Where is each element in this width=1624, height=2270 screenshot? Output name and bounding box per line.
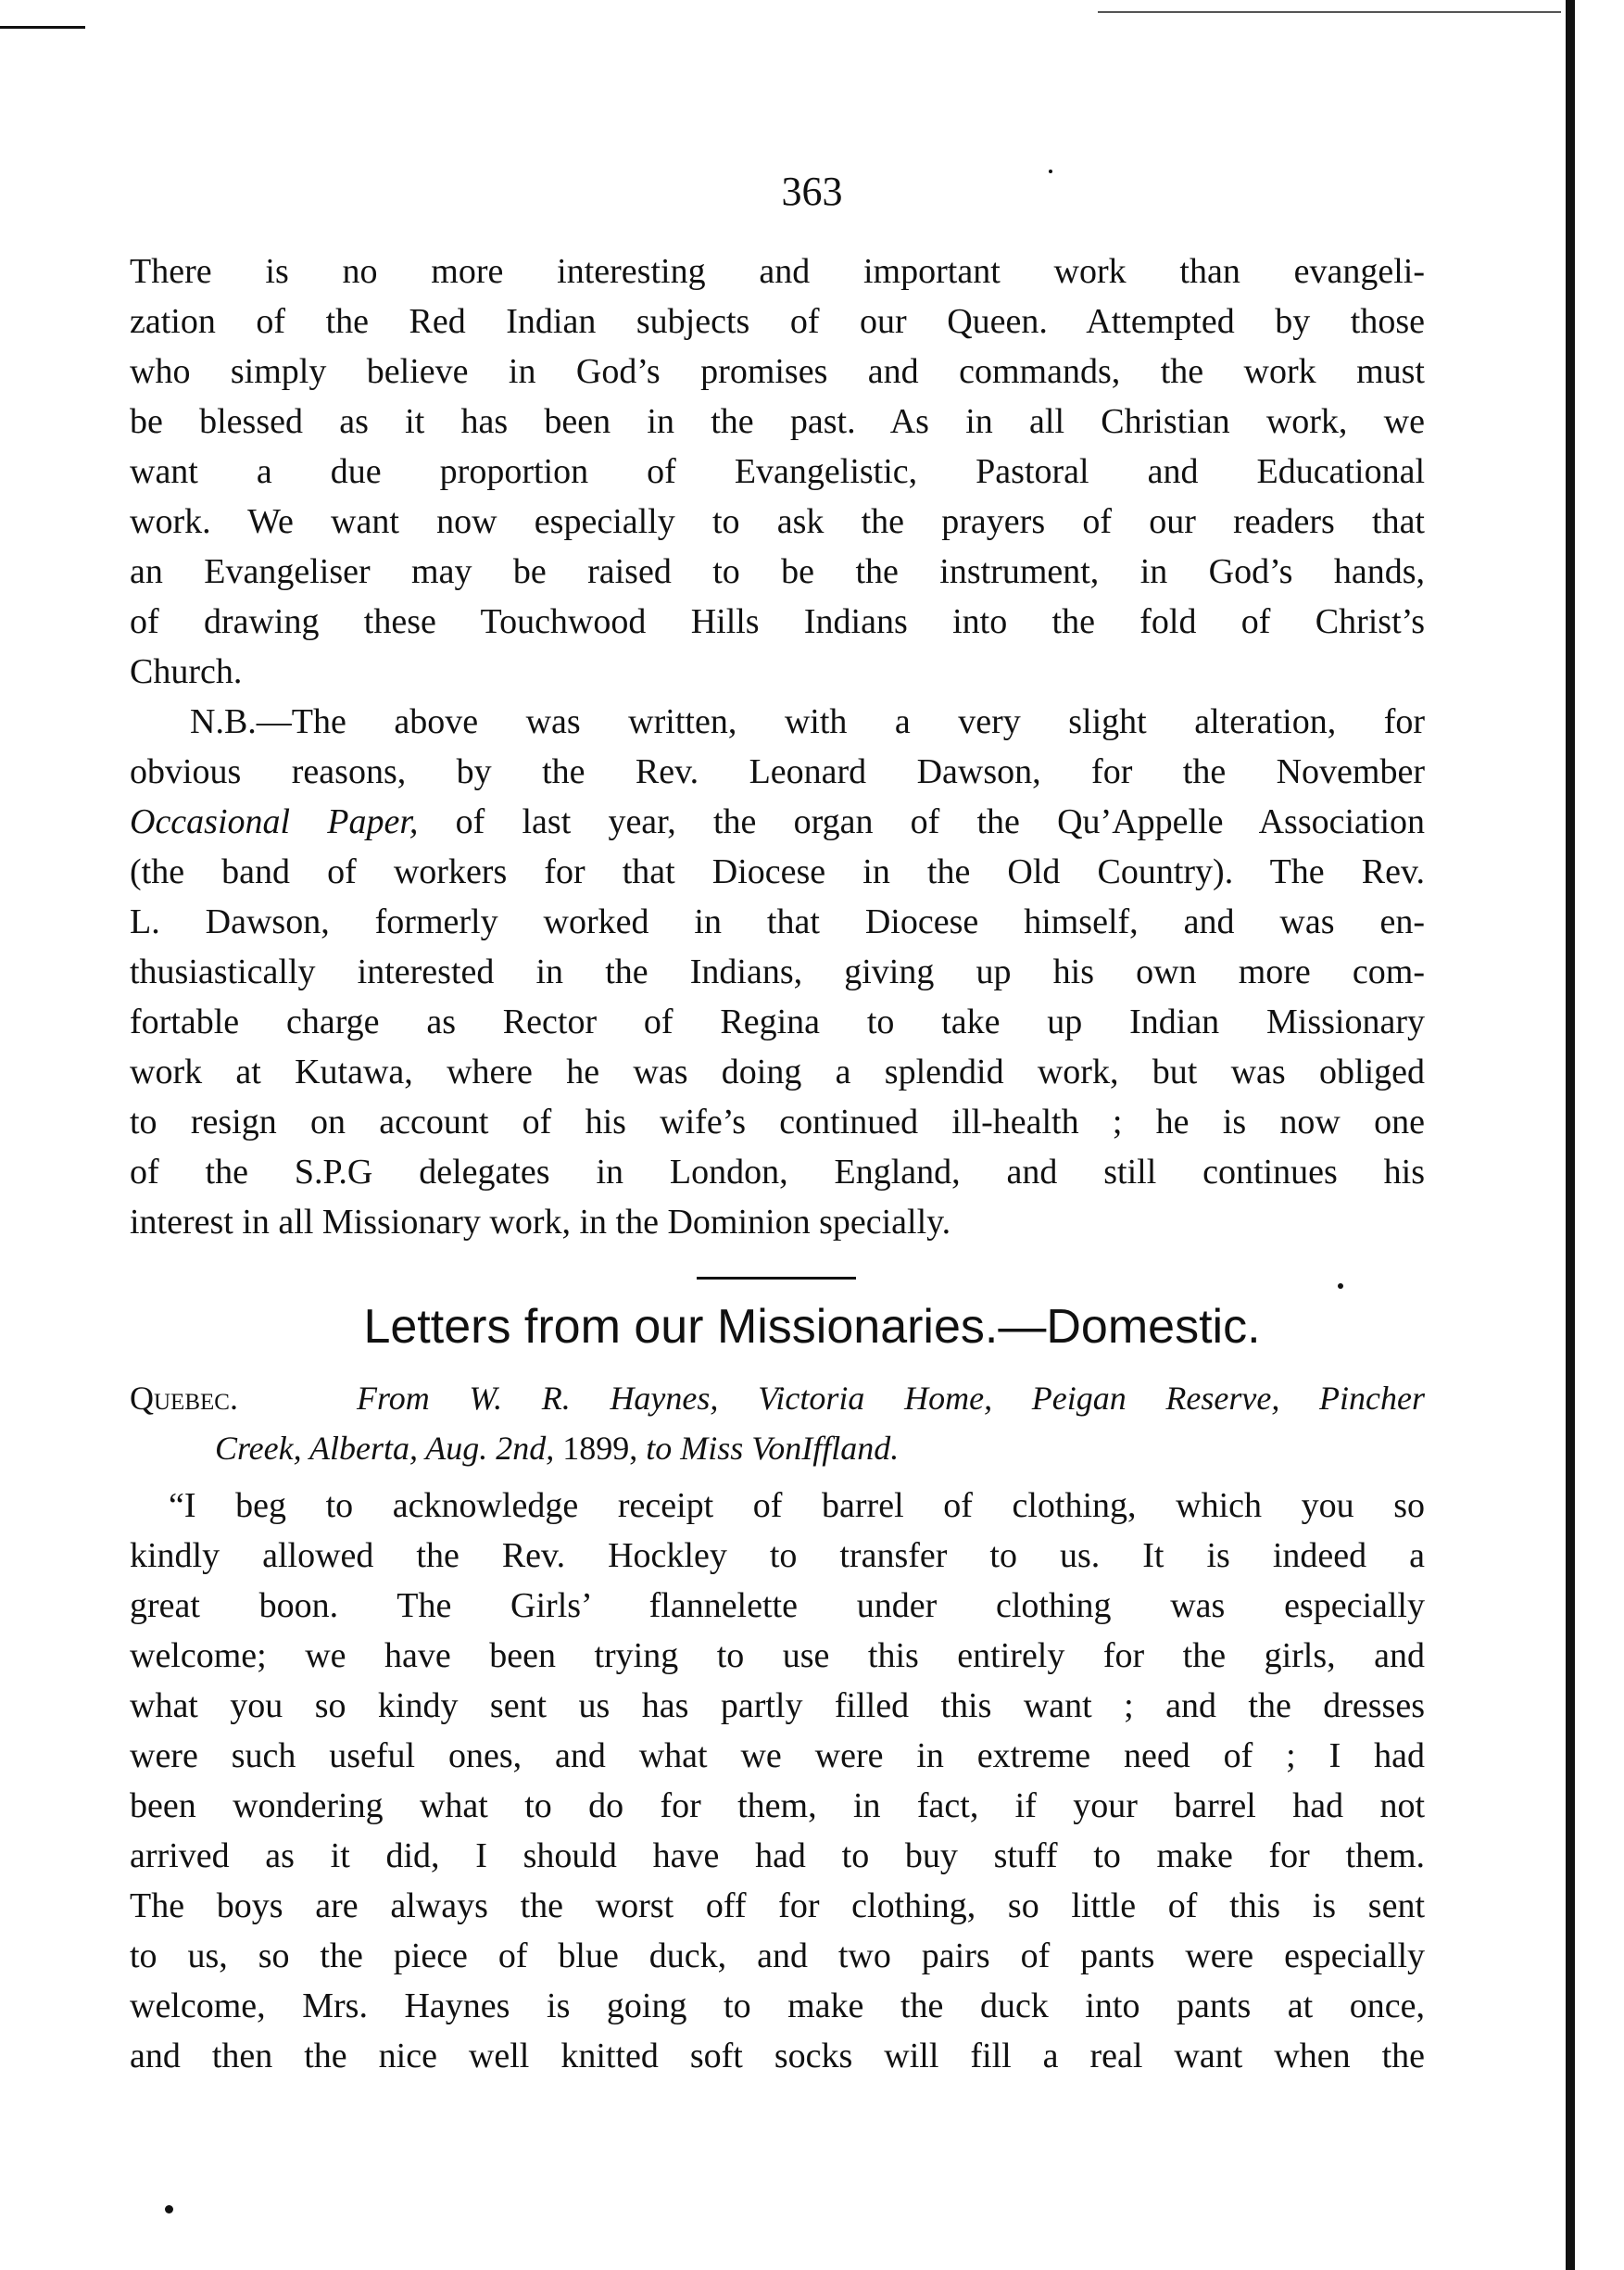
paragraph2-line: N.B.—The above was written, with a very slight alteration, for: [190, 702, 1425, 741]
letter-body-line: to us, so the piece of blue duck, and two pairs of pants were especially: [130, 1936, 1425, 1975]
paragraph2-line: work at Kutawa, where he was doing a splendid work, but was obliged: [130, 1053, 1425, 1091]
paragraph2-line: thusiastically interested in the Indians, giving up his own more com-: [130, 952, 1425, 991]
page-number: 363: [781, 169, 843, 214]
letter-header-text: Creek, Alberta, Aug. 2nd,: [215, 1430, 555, 1467]
letter-body-line: great boon. The Girls’ flannelette under clothing was especially: [130, 1586, 1425, 1625]
letter-header-text: From W. R. Haynes, Victoria Home, Peigan Reserve, Pincher: [357, 1380, 1425, 1417]
letter-header-line: [130, 1375, 1425, 1425]
paragraph1-line: Church.: [130, 652, 243, 691]
letter-body-line: and then the nice well knitted soft socks will fill a real want when the: [130, 2037, 1425, 2075]
scan-edge-border-right: [1566, 0, 1575, 2270]
paragraph1-line: be blessed as it has been in the past. As in all Christian work, we: [130, 402, 1425, 441]
letter-body-line: welcome, Mrs. Haynes is going to make the duck into pants at once,: [130, 1986, 1425, 2025]
paragraph2-line: interest in all Missionary work, in the Dominion specially.: [130, 1203, 951, 1242]
section-divider: [697, 1277, 856, 1280]
scan-speck: [165, 2205, 173, 2213]
letter-body-line: The boys are always the worst off for clothing, so little of this is sent: [130, 1886, 1425, 1925]
paragraph1-line: zation of the Red Indian subjects of our Queen. Attempted by those: [130, 302, 1425, 341]
letter-body-line: been wondering what to do for them, in fact, if your barrel had not: [130, 1786, 1425, 1825]
paragraph2-line: obvious reasons, by the Rev. Leonard Dawson, for the November: [130, 752, 1425, 791]
paragraph2-line: L. Dawson, formerly worked in that Diocese himself, and was en-: [130, 902, 1425, 941]
paragraph1-line: who simply believe in God’s promises and commands, the work must: [130, 352, 1425, 391]
letter-header-line: [215, 1425, 1419, 1475]
letter-body-line: “I beg to acknowledge receipt of barrel of clothing, which you so: [169, 1486, 1425, 1525]
paragraph1-line: want a due proportion of Evangelistic, Pastoral and Educational: [130, 452, 1425, 491]
paragraph2-line: [130, 799, 1425, 849]
letter-body-line: kindly allowed the Rev. Hockley to transfer to us. It is indeed a: [130, 1536, 1425, 1575]
paragraph1-line: of drawing these Touchwood Hills Indians into the fold of Christ’s: [130, 602, 1425, 641]
paragraph2-line: (the band of workers for that Diocese in the Old Country). The Rev.: [130, 852, 1425, 891]
paragraph1-line: There is no more interesting and important work than evangeli-: [130, 252, 1425, 291]
paragraph1-line: work. We want now especially to ask the prayers of our readers that: [130, 502, 1425, 541]
scan-edge-mark-top-right: [1098, 11, 1561, 13]
paragraph2-line-text: of last year, the organ of the Qu’Appelle Association: [418, 802, 1425, 841]
section-heading: Letters from our Missionaries.—Domestic.: [363, 1300, 1261, 1354]
paragraph2-line: fortable charge as Rector of Regina to take up Indian Missionary: [130, 1003, 1425, 1041]
letter-year: 1899,: [554, 1430, 647, 1467]
paragraph2-line: of the S.P.G delegates in London, England, and still continues his: [130, 1153, 1425, 1192]
letter-body-line: arrived as it did, I should have had to buy stuff to make for them.: [130, 1836, 1425, 1875]
paragraph2-line: to resign on account of his wife’s continued ill-health ; he is now one: [130, 1103, 1425, 1141]
paragraph1-line: an Evangeliser may be raised to be the instrument, in God’s hands,: [130, 552, 1425, 591]
scan-edge-mark-top-left: [0, 26, 85, 29]
letter-place: Quebec.: [130, 1380, 238, 1417]
letter-body-line: were such useful ones, and what we were in extreme need of ; I had: [130, 1736, 1425, 1775]
publication-title: Occasional Paper,: [130, 802, 419, 841]
letter-recipient: to Miss VonIffland.: [646, 1430, 900, 1467]
letter-body-line: welcome; we have been trying to use this entirely for the girls, and: [130, 1636, 1425, 1675]
letter-body-line: what you so kindy sent us has partly filled this want ; and the dresses: [130, 1686, 1425, 1725]
scan-speck: [1338, 1283, 1343, 1289]
